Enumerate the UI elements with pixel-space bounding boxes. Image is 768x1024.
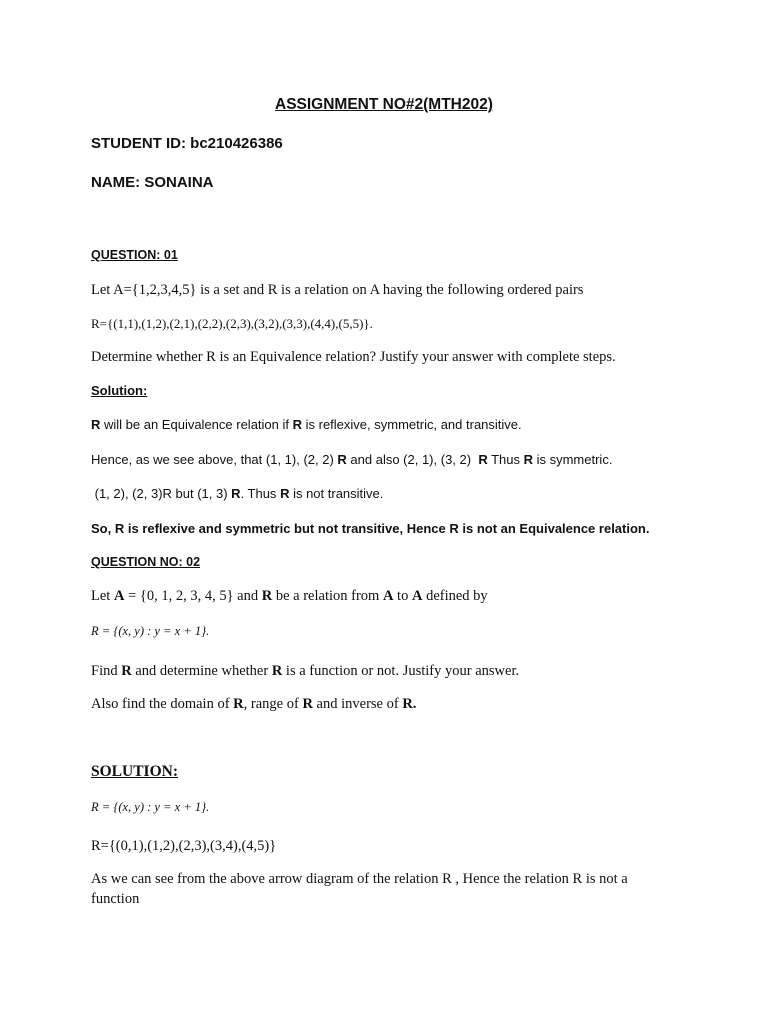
solution-1-paragraph-3: (1, 2), (2, 3)R but (1, 3) R. Thus R is not transitive. (91, 486, 384, 501)
question-1-line-3: Determine whether R is an Equivalence relation? Justify your answer with complete steps. (91, 349, 616, 365)
solution-2-conclusion-line-2: function (91, 891, 140, 907)
question-2-formula: R = {(x, y) : y = x + 1}. (91, 624, 210, 638)
question-2-line-1: Let A = {0, 1, 2, 3, 4, 5} and R be a relation from A to A defined by (91, 588, 488, 604)
solution-1-paragraph-2: Hence, as we see above, that (1, 1), (2, 2) R and also (2, 1), (3, 2) R Thus R is symmetric. (91, 452, 613, 467)
question-1-line-1: Let A={1,2,3,4,5} is a set and R is a relation on A having the following ordered pairs (91, 282, 584, 298)
assignment-title: ASSIGNMENT NO#2(MTH202) (275, 96, 493, 113)
question-2-line-2: Find R and determine whether R is a function or not. Justify your answer. (91, 663, 520, 679)
student-id: STUDENT ID: bc210426386 (91, 135, 283, 152)
solution-2-relation-set: R={(0,1),(1,2),(2,3),(3,4),(4,5)} (91, 838, 277, 854)
solution-1-paragraph-4: So, R is reflexive and symmetric but not transitive, Hence R is not an Equivalence relation. (91, 521, 650, 536)
question-1-heading: QUESTION: 01 (91, 248, 178, 262)
question-2-heading: QUESTION NO: 02 (91, 555, 201, 569)
solution-1-heading: Solution: (91, 383, 148, 398)
solution-2-conclusion-line-1: As we can see from the above arrow diagram of the relation R , Hence the relation R is not a (91, 871, 628, 887)
student-name: NAME: SONAINA (91, 174, 214, 191)
question-2-line-3: Also find the domain of R, range of R and inverse of R. (91, 696, 417, 712)
solution-1-paragraph-1: R will be an Equivalence relation if R is reflexive, symmetric, and transitive. (91, 417, 522, 432)
solution-2-heading: SOLUTION: (91, 763, 178, 780)
question-1-relation-set: R={(1,1),(1,2),(2,1),(2,2),(2,3),(3,2),(3,3),(4,4),(5,5)}. (91, 316, 373, 331)
solution-2-formula: R = {(x, y) : y = x + 1}. (91, 800, 210, 814)
